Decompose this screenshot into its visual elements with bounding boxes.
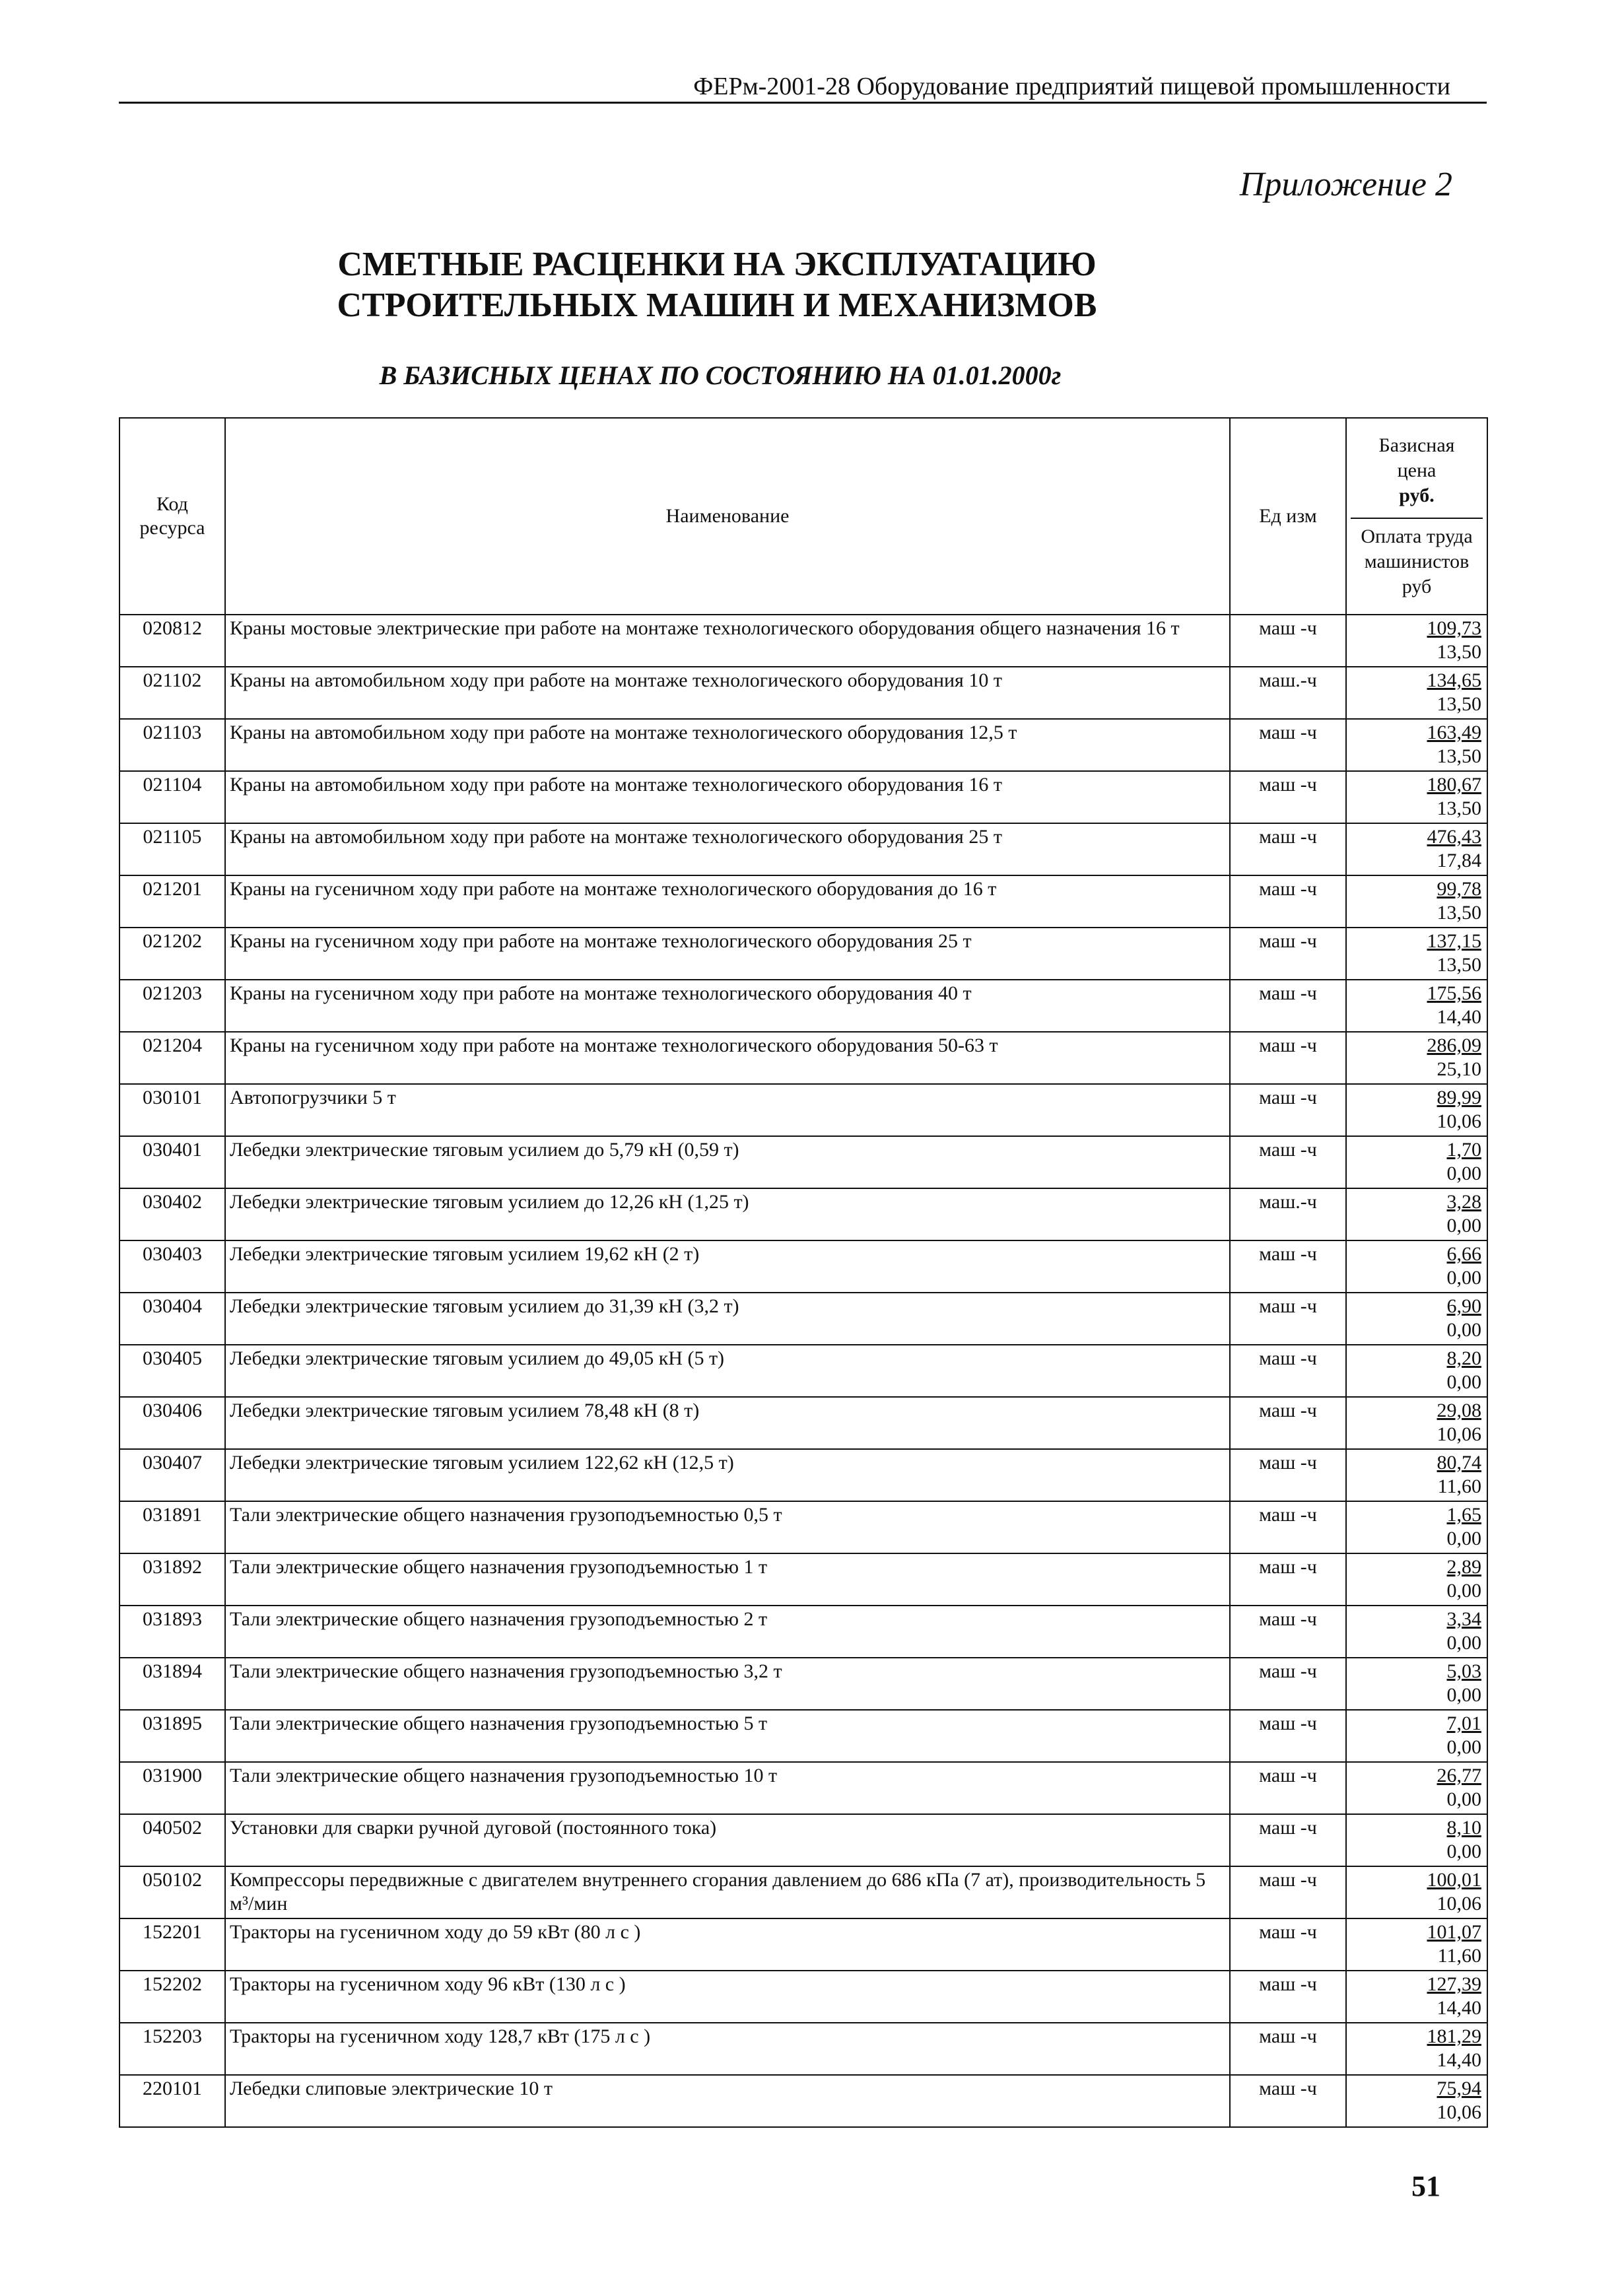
table-row bbox=[119, 1293, 1487, 1345]
labor-cost: 13,50 bbox=[1437, 745, 1481, 767]
resource-code: 021102 bbox=[119, 667, 225, 719]
resource-name: Установки для сварки ручной дуговой (постоянного тока) bbox=[225, 1814, 1230, 1866]
rates-table bbox=[119, 417, 1488, 2128]
resource-code: 021105 bbox=[119, 823, 225, 875]
unit: маш -ч bbox=[1230, 1449, 1346, 1501]
header-price-line-2: цена bbox=[1397, 459, 1437, 481]
table-row bbox=[119, 1866, 1487, 1918]
table-row bbox=[119, 1553, 1487, 1606]
labor-cost: 0,00 bbox=[1446, 1528, 1481, 1549]
price-cell bbox=[1346, 1084, 1487, 1136]
resource-name: Лебедки электрические тяговым усилием до 31,39 кН (3,2 т) bbox=[225, 1293, 1230, 1345]
unit: маш -ч bbox=[1230, 2023, 1346, 2075]
running-header: ФЕРм-2001-28 Оборудование предприятий пищевой промышленности bbox=[693, 73, 1450, 100]
unit: маш -ч bbox=[1230, 1658, 1346, 1710]
resource-name: Лебедки электрические тяговым усилием 122,62 кН (12,5 т) bbox=[225, 1449, 1230, 1501]
header-price-line-3: руб. bbox=[1399, 485, 1435, 506]
base-price: 286,09 bbox=[1427, 1034, 1481, 1056]
resource-code: 220101 bbox=[119, 2075, 225, 2127]
table-row bbox=[119, 928, 1487, 980]
base-price: 99,78 bbox=[1437, 878, 1481, 900]
base-price: 163,49 bbox=[1427, 722, 1481, 743]
price-cell bbox=[1346, 2075, 1487, 2127]
table-row bbox=[119, 667, 1487, 719]
unit: маш -ч bbox=[1230, 1606, 1346, 1658]
base-price: 8,10 bbox=[1446, 1817, 1481, 1839]
price-cell bbox=[1346, 1658, 1487, 1710]
title-line-2: СТРОИТЕЛЬНЫХ МАШИН И МЕХАНИЗМОВ bbox=[337, 287, 1097, 324]
unit: маш -ч bbox=[1230, 980, 1346, 1032]
resource-code: 030403 bbox=[119, 1240, 225, 1293]
unit: маш -ч bbox=[1230, 1762, 1346, 1814]
resource-code: 021203 bbox=[119, 980, 225, 1032]
resource-code: 021202 bbox=[119, 928, 225, 980]
base-price: 134,65 bbox=[1427, 669, 1481, 691]
table-header-row bbox=[119, 418, 1487, 615]
labor-cost: 25,10 bbox=[1437, 1058, 1481, 1080]
header-price-divider bbox=[1351, 518, 1483, 519]
price-cell bbox=[1346, 1606, 1487, 1658]
base-price: 181,29 bbox=[1427, 2025, 1481, 2047]
resource-code: 031892 bbox=[119, 1553, 225, 1606]
resource-name: Лебедки слиповые электрические 10 т bbox=[225, 2075, 1230, 2127]
table-row bbox=[119, 875, 1487, 928]
page-number: 51 bbox=[1411, 2170, 1440, 2202]
unit: маш -ч bbox=[1230, 1084, 1346, 1136]
labor-cost: 11,60 bbox=[1437, 1945, 1481, 1967]
labor-cost: 0,00 bbox=[1446, 1684, 1481, 1706]
page-subtitle: В БАЗИСНЫХ ЦЕНАХ ПО СОСТОЯНИЮ НА 01.01.2000г bbox=[379, 360, 1062, 390]
resource-code: 050102 bbox=[119, 1866, 225, 1918]
labor-cost: 17,84 bbox=[1437, 850, 1481, 871]
resource-code: 031895 bbox=[119, 1710, 225, 1762]
labor-cost: 14,40 bbox=[1437, 1006, 1481, 1028]
labor-cost: 10,06 bbox=[1437, 1423, 1481, 1445]
unit: маш -ч bbox=[1230, 719, 1346, 771]
resource-code: 030405 bbox=[119, 1345, 225, 1397]
price-cell bbox=[1346, 1501, 1487, 1553]
resource-code: 031891 bbox=[119, 1501, 225, 1553]
unit: маш -ч bbox=[1230, 1240, 1346, 1293]
table-row bbox=[119, 1084, 1487, 1136]
resource-name: Автопогрузчики 5 т bbox=[225, 1084, 1230, 1136]
table-row bbox=[119, 1971, 1487, 2023]
header-price-line-1: Базисная bbox=[1378, 434, 1455, 456]
resource-code: 030401 bbox=[119, 1136, 225, 1188]
resource-name: Краны на гусеничном ходу при работе на монтаже технологического оборудования 50-63 т bbox=[225, 1032, 1230, 1084]
table-row bbox=[119, 615, 1487, 667]
labor-cost: 0,00 bbox=[1446, 1580, 1481, 1602]
price-cell bbox=[1346, 1553, 1487, 1606]
resource-name: Лебедки электрические тяговым усилием до 12,26 кН (1,25 т) bbox=[225, 1188, 1230, 1240]
resource-name: Тали электрические общего назначения грузоподъемностью 1 т bbox=[225, 1553, 1230, 1606]
resource-name: Лебедки электрические тяговым усилием до 49,05 кН (5 т) bbox=[225, 1345, 1230, 1397]
table-row bbox=[119, 1397, 1487, 1449]
table-row bbox=[119, 1814, 1487, 1866]
title-line-1: СМЕТНЫЕ РАСЦЕНКИ НА ЭКСПЛУАТАЦИЮ bbox=[337, 246, 1097, 283]
base-price: 80,74 bbox=[1437, 1452, 1481, 1474]
labor-cost: 0,00 bbox=[1446, 1632, 1481, 1654]
resource-name: Краны на гусеничном ходу при работе на монтаже технологического оборудования 40 т bbox=[225, 980, 1230, 1032]
resource-name: Краны на автомобильном ходу при работе на монтаже технологического оборудования 25 т bbox=[225, 823, 1230, 875]
resource-name: Краны на автомобильном ходу при работе на монтаже технологического оборудования 12,5 т bbox=[225, 719, 1230, 771]
base-price: 5,03 bbox=[1446, 1660, 1481, 1682]
labor-cost: 13,50 bbox=[1437, 797, 1481, 819]
price-cell bbox=[1346, 1345, 1487, 1397]
header-code-line-1: Код bbox=[156, 493, 188, 515]
base-price: 476,43 bbox=[1427, 826, 1481, 848]
table-row bbox=[119, 1032, 1487, 1084]
resource-code: 152201 bbox=[119, 1918, 225, 1971]
table-row bbox=[119, 1501, 1487, 1553]
table-row bbox=[119, 980, 1487, 1032]
resource-code: 031894 bbox=[119, 1658, 225, 1710]
table-row bbox=[119, 1449, 1487, 1501]
table-row bbox=[119, 1136, 1487, 1188]
resource-code: 030406 bbox=[119, 1397, 225, 1449]
base-price: 175,56 bbox=[1427, 982, 1481, 1004]
base-price: 1,70 bbox=[1446, 1139, 1481, 1161]
unit: маш -ч bbox=[1230, 1918, 1346, 1971]
table-row bbox=[119, 719, 1487, 771]
resource-code: 152203 bbox=[119, 2023, 225, 2075]
resource-name: Тали электрические общего назначения грузоподъемностью 0,5 т bbox=[225, 1501, 1230, 1553]
table-row bbox=[119, 1918, 1487, 1971]
table-row bbox=[119, 1606, 1487, 1658]
resource-name: Лебедки электрические тяговым усилием 19,62 кН (2 т) bbox=[225, 1240, 1230, 1293]
unit: маш -ч bbox=[1230, 1136, 1346, 1188]
base-price: 6,66 bbox=[1446, 1243, 1481, 1265]
resource-name: Тракторы на гусеничном ходу 128,7 кВт (175 л с ) bbox=[225, 2023, 1230, 2075]
price-cell bbox=[1346, 1397, 1487, 1449]
resource-code: 030101 bbox=[119, 1084, 225, 1136]
unit: маш -ч bbox=[1230, 615, 1346, 667]
price-cell bbox=[1346, 2023, 1487, 2075]
page-title bbox=[119, 244, 1487, 326]
unit: маш -ч bbox=[1230, 823, 1346, 875]
labor-cost: 13,50 bbox=[1437, 641, 1481, 663]
resource-code: 031900 bbox=[119, 1762, 225, 1814]
labor-cost: 13,50 bbox=[1437, 902, 1481, 924]
unit: маш.-ч bbox=[1230, 667, 1346, 719]
resource-code: 021103 bbox=[119, 719, 225, 771]
resource-code: 030402 bbox=[119, 1188, 225, 1240]
base-price: 180,67 bbox=[1427, 774, 1481, 796]
base-price: 109,73 bbox=[1427, 617, 1481, 639]
resource-name: Краны на автомобильном ходу при работе на монтаже технологического оборудования 16 т bbox=[225, 771, 1230, 823]
header-code bbox=[119, 418, 225, 615]
price-cell bbox=[1346, 667, 1487, 719]
header-labor-line-1: Оплата труда bbox=[1361, 525, 1473, 547]
unit: маш -ч bbox=[1230, 2075, 1346, 2127]
base-price: 26,77 bbox=[1437, 1765, 1481, 1786]
price-cell bbox=[1346, 1971, 1487, 2023]
table-row bbox=[119, 1710, 1487, 1762]
resource-name: Лебедки электрические тяговым усилием 78,48 кН (8 т) bbox=[225, 1397, 1230, 1449]
unit: маш -ч bbox=[1230, 1971, 1346, 2023]
header-labor-line-2: машинистов bbox=[1364, 551, 1470, 572]
price-cell bbox=[1346, 719, 1487, 771]
labor-cost: 0,00 bbox=[1446, 1788, 1481, 1810]
table-body bbox=[119, 615, 1487, 2127]
unit: маш -ч bbox=[1230, 875, 1346, 928]
price-cell bbox=[1346, 1918, 1487, 1971]
table-row bbox=[119, 1240, 1487, 1293]
base-price: 8,20 bbox=[1446, 1347, 1481, 1369]
labor-cost: 10,06 bbox=[1437, 1893, 1481, 1915]
price-cell bbox=[1346, 771, 1487, 823]
labor-cost: 13,50 bbox=[1437, 954, 1481, 976]
resource-name: Краны мостовые электрические при работе на монтаже технологического оборудования общего назначения 16 т bbox=[225, 615, 1230, 667]
labor-cost: 0,00 bbox=[1446, 1163, 1481, 1184]
resource-code: 021204 bbox=[119, 1032, 225, 1084]
labor-cost: 0,00 bbox=[1446, 1267, 1481, 1289]
header-name: Наименование bbox=[225, 418, 1230, 615]
price-cell bbox=[1346, 1240, 1487, 1293]
base-price: 6,90 bbox=[1446, 1295, 1481, 1317]
resource-name: Тракторы на гусеничном ходу 96 кВт (130 л с ) bbox=[225, 1971, 1230, 2023]
labor-cost: 11,60 bbox=[1437, 1475, 1481, 1497]
base-price: 2,89 bbox=[1446, 1556, 1481, 1578]
price-cell bbox=[1346, 928, 1487, 980]
base-price: 1,65 bbox=[1446, 1504, 1481, 1526]
unit: маш -ч bbox=[1230, 1501, 1346, 1553]
price-cell bbox=[1346, 1814, 1487, 1866]
unit: маш -ч bbox=[1230, 771, 1346, 823]
resource-name: Тракторы на гусеничном ходу до 59 кВт (80 л с ) bbox=[225, 1918, 1230, 1971]
resource-code: 030404 bbox=[119, 1293, 225, 1345]
price-cell bbox=[1346, 1293, 1487, 1345]
table-row bbox=[119, 2075, 1487, 2127]
header-price bbox=[1346, 418, 1487, 615]
base-price: 137,15 bbox=[1427, 930, 1481, 952]
unit: маш -ч bbox=[1230, 1397, 1346, 1449]
labor-cost: 14,40 bbox=[1437, 2049, 1481, 2071]
base-price: 100,01 bbox=[1427, 1869, 1481, 1891]
labor-cost: 0,00 bbox=[1446, 1371, 1481, 1393]
base-price: 101,07 bbox=[1427, 1921, 1481, 1943]
unit: маш -ч bbox=[1230, 1710, 1346, 1762]
base-price: 127,39 bbox=[1427, 1973, 1481, 1995]
resource-code: 030407 bbox=[119, 1449, 225, 1501]
resource-code: 040502 bbox=[119, 1814, 225, 1866]
resource-name: Компрессоры передвижные с двигателем внутреннего сгорания давлением до 686 кПа (7 ат), производительность 5 м³/мин bbox=[225, 1866, 1230, 1918]
price-cell bbox=[1346, 1188, 1487, 1240]
unit: маш -ч bbox=[1230, 1553, 1346, 1606]
base-price: 3,34 bbox=[1446, 1608, 1481, 1630]
header-labor-line-3: руб bbox=[1402, 576, 1432, 597]
resource-code: 021201 bbox=[119, 875, 225, 928]
unit: маш -ч bbox=[1230, 1814, 1346, 1866]
labor-cost: 0,00 bbox=[1446, 1319, 1481, 1341]
unit: маш -ч bbox=[1230, 1345, 1346, 1397]
price-cell bbox=[1346, 875, 1487, 928]
base-price: 29,08 bbox=[1437, 1400, 1481, 1421]
resource-code: 021104 bbox=[119, 771, 225, 823]
resource-name: Тали электрические общего назначения грузоподъемностью 10 т bbox=[225, 1762, 1230, 1814]
table-row bbox=[119, 823, 1487, 875]
resource-name: Краны на гусеничном ходу при работе на монтаже технологического оборудования 25 т bbox=[225, 928, 1230, 980]
price-cell bbox=[1346, 1866, 1487, 1918]
price-cell bbox=[1346, 980, 1487, 1032]
resource-name: Краны на автомобильном ходу при работе на монтаже технологического оборудования 10 т bbox=[225, 667, 1230, 719]
header-rule bbox=[119, 102, 1487, 104]
resource-name: Лебедки электрические тяговым усилием до 5,79 кН (0,59 т) bbox=[225, 1136, 1230, 1188]
base-price: 75,94 bbox=[1437, 2078, 1481, 2099]
labor-cost: 0,00 bbox=[1446, 1841, 1481, 1862]
table-row bbox=[119, 2023, 1487, 2075]
price-cell bbox=[1346, 823, 1487, 875]
price-cell bbox=[1346, 1136, 1487, 1188]
labor-cost: 10,06 bbox=[1437, 2101, 1481, 2123]
resource-code: 020812 bbox=[119, 615, 225, 667]
header-unit: Ед изм bbox=[1230, 418, 1346, 615]
unit: маш -ч bbox=[1230, 928, 1346, 980]
resource-code: 152202 bbox=[119, 1971, 225, 2023]
labor-cost: 13,50 bbox=[1437, 693, 1481, 715]
base-price: 7,01 bbox=[1446, 1712, 1481, 1734]
table-row bbox=[119, 1658, 1487, 1710]
labor-cost: 14,40 bbox=[1437, 1997, 1481, 2019]
labor-cost: 10,06 bbox=[1437, 1110, 1481, 1132]
header-code-line-2: ресурса bbox=[139, 517, 205, 539]
price-cell bbox=[1346, 1032, 1487, 1084]
resource-name: Тали электрические общего назначения грузоподъемностью 2 т bbox=[225, 1606, 1230, 1658]
resource-name: Тали электрические общего назначения грузоподъемностью 5 т bbox=[225, 1710, 1230, 1762]
labor-cost: 0,00 bbox=[1446, 1215, 1481, 1237]
price-cell bbox=[1346, 1710, 1487, 1762]
table-row bbox=[119, 771, 1487, 823]
unit: маш -ч bbox=[1230, 1293, 1346, 1345]
table-row bbox=[119, 1188, 1487, 1240]
table-row bbox=[119, 1345, 1487, 1397]
unit: маш.-ч bbox=[1230, 1188, 1346, 1240]
price-cell bbox=[1346, 615, 1487, 667]
base-price: 89,99 bbox=[1437, 1087, 1481, 1108]
unit: маш -ч bbox=[1230, 1866, 1346, 1918]
unit: маш -ч bbox=[1230, 1032, 1346, 1084]
price-cell bbox=[1346, 1762, 1487, 1814]
appendix-label: Приложение 2 bbox=[1239, 166, 1452, 203]
base-price: 3,28 bbox=[1446, 1191, 1481, 1213]
resource-name: Краны на гусеничном ходу при работе на монтаже технологического оборудования до 16 т bbox=[225, 875, 1230, 928]
resource-name: Тали электрические общего назначения грузоподъемностью 3,2 т bbox=[225, 1658, 1230, 1710]
resource-code: 031893 bbox=[119, 1606, 225, 1658]
table-row bbox=[119, 1762, 1487, 1814]
labor-cost: 0,00 bbox=[1446, 1736, 1481, 1758]
price-cell bbox=[1346, 1449, 1487, 1501]
